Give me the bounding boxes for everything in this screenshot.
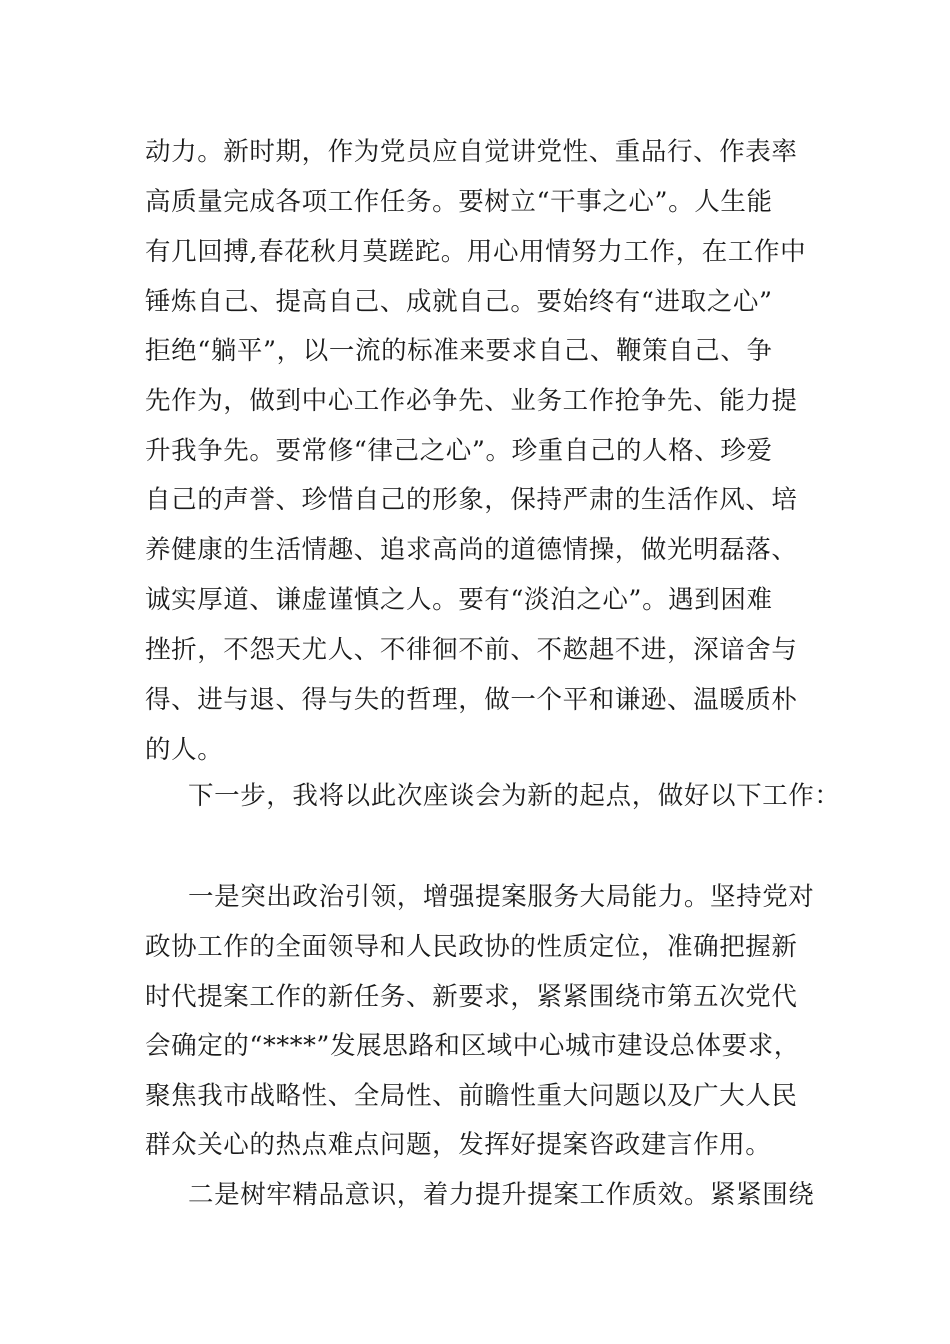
text-line: 养健康的生活情趣、追求高尚的道德情操，做光明磊落、 — [145, 535, 798, 565]
text-line: 挫折，不怨天尤人、不徘徊不前、不趑趄不进，深谙舍与 — [145, 635, 798, 665]
text-line: 下一步，我将以此次座谈会为新的起点，做好以下工作： — [188, 781, 841, 811]
text-line: 升我争先。要常修“律己之心”。珍重自己的人格、珍爱 — [145, 436, 773, 466]
text-line: 会确定的“****”发展思路和区域中心城市建设总体要求， — [145, 1031, 800, 1061]
text-line: 锤炼自己、提高自己、成就自己。要始终有“进取之心” — [145, 287, 773, 317]
text-line: 群众关心的热点难点问题，发挥好提案咨政建言作用。 — [145, 1130, 772, 1160]
text-line: 的人。 — [145, 735, 224, 765]
text-line: 自己的声誉、珍惜自己的形象，保持严肃的生活作风、培 — [145, 485, 798, 515]
text-line: 高质量完成各项工作任务。要树立“干事之心”。人生能 — [145, 187, 773, 217]
text-line: 诚实厚道、谦虚谨慎之人。要有“淡泊之心”。遇到困难 — [145, 585, 773, 615]
text-line: 政协工作的全面领导和人民政协的性质定位，准确把握新 — [145, 932, 798, 962]
text-line: 时代提案工作的新任务、新要求，紧紧围绕市第五次党代 — [145, 982, 798, 1012]
text-line: 二是树牢精品意识，着力提升提案工作质效。紧紧围绕 — [188, 1180, 815, 1210]
text-line: 一是突出政治引领，增强提案服务大局能力。坚持党对 — [188, 882, 815, 912]
text-line: 先作为，做到中心工作必争先、业务工作抢争先、能力提 — [145, 386, 798, 416]
text-line: 聚焦我市战略性、全局性、前瞻性重大问题以及广大人民 — [145, 1081, 798, 1111]
text-line: 得、进与退、得与失的哲理，做一个平和谦逊、温暖质朴 — [145, 685, 798, 715]
text-line: 有几回搏,春花秋月莫蹉跎。用心用情努力工作，在工作中 — [145, 237, 807, 267]
text-line: 拒绝“躺平”，以一流的标准来要求自己、鞭策自己、争 — [145, 336, 773, 366]
text-line: 动力。新时期，作为党员应自觉讲党性、重品行、作表率 — [145, 137, 798, 167]
